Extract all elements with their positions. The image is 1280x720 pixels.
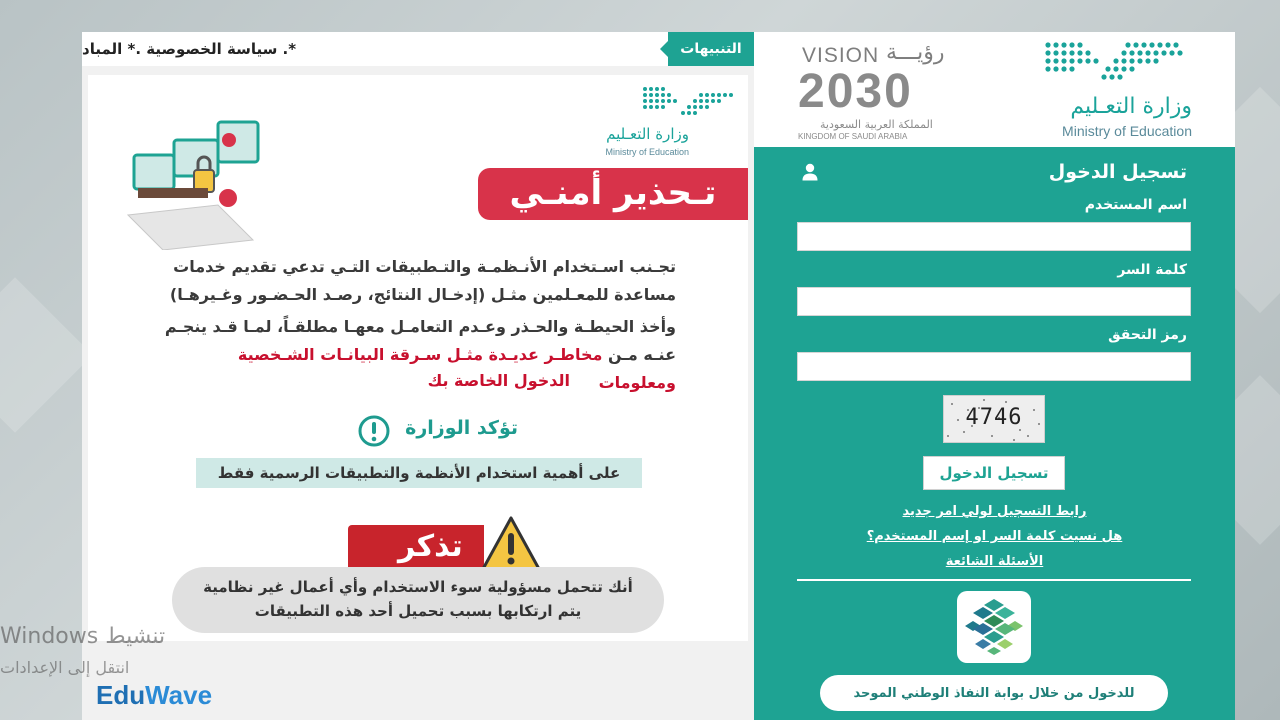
security-warning-poster [88, 75, 748, 641]
login-column [754, 32, 1235, 720]
password-label: كلمة السر [1117, 262, 1187, 278]
vision-arabic-country: المملكة العربية السعودية [820, 118, 933, 131]
ministry-confirms-row [358, 415, 518, 449]
eduwave-part2: Wave [145, 680, 213, 710]
security-illustration [118, 100, 263, 250]
ministry-name-arabic: وزارة التعـليم [1070, 94, 1192, 119]
poster-risk-text: مخاطـر عديـدة مثـل سـرقة البيانـات الشـخصية ومعلومات [237, 345, 676, 392]
poster-paragraph-line: وأخذ الحيطـة والحـذر وعـدم التعامـل معهـا مطلقـاً، لمـا قـد ينجـم [164, 317, 676, 336]
faq-link[interactable]: الأسئلة الشائعة [945, 554, 1044, 569]
poster-paragraph-line: تجـنب اسـتخدام الأنـظمـة والتـطبيقات التـي تدعي تقديم خدمات [173, 257, 676, 276]
login-title: تسجيل الدخول [1048, 161, 1187, 183]
poster-logo-english: Ministry of Education [605, 147, 689, 157]
vision-arabic-word: رؤيـــة [886, 40, 945, 65]
eduwave-part1: Edu [96, 680, 146, 710]
login-form [754, 147, 1235, 720]
notices-column [82, 32, 754, 720]
ticker-text[interactable]: *. سياسة الخصوصية .* المباد [82, 40, 297, 58]
username-input[interactable] [797, 222, 1191, 251]
captcha-image [943, 395, 1045, 443]
forgot-password-link[interactable]: هل نسيت كلمة السر او إسم المستخدم؟ [866, 529, 1123, 544]
remember-line: أنك تتحمل مسؤولية سوء الاستخدام وأي أعمال غير نظامية [203, 578, 633, 596]
exclamation-circle-icon [358, 415, 390, 447]
remember-message [172, 567, 664, 633]
official-apps-notice: على أهمية استخدام الأنظمة والتطبيقات الرسمية فقط [196, 458, 642, 488]
page-frame [82, 32, 1235, 720]
confirm-title: تؤكد الوزارة [405, 417, 518, 439]
ministry-name-english: Ministry of Education [1062, 123, 1192, 139]
nafath-logo-graphic [957, 591, 1031, 663]
alerts-ticker [82, 32, 754, 66]
divider [797, 579, 1191, 581]
vision-word: VISION [802, 44, 880, 67]
ministry-dots-icon [641, 85, 741, 119]
logo-bar [754, 32, 1235, 147]
alerts-label: التنبيهات [668, 32, 754, 66]
remember-title: تذكر [348, 525, 484, 569]
poster-ministry-logo [593, 85, 743, 161]
poster-logo-arabic: وزارة التعـليم [606, 125, 689, 143]
captcha-label: رمز التحقق [1108, 327, 1187, 343]
nafath-login-button[interactable]: للدخول من خلال بوابة النفاذ الوطني الموحد [820, 675, 1168, 711]
poster-text-prefix: عنـه مـن [608, 345, 676, 364]
username-label: اسم المستخدم [1084, 197, 1187, 213]
user-icon [802, 163, 818, 181]
vision-english-country: KINGDOM OF SAUDI ARABIA [798, 132, 908, 141]
eduwave-logo [96, 680, 212, 711]
register-parent-link[interactable]: رابط التسجيل لولي امر جديد [902, 504, 1087, 519]
nafath-logo-icon[interactable] [957, 591, 1031, 663]
poster-risk-text: الدخول الخاصة بك [427, 371, 570, 390]
remember-line: يتم ارتكابها بسبب تحميل أحد هذه التطبيقات [254, 602, 582, 620]
ministry-dots-icon [1044, 40, 1184, 88]
windows-activation-subtitle: انتقل إلى الإعدادات [0, 658, 130, 677]
security-warning-title: تـحذير أمنـي [478, 168, 748, 220]
captcha-code: 4746 [965, 405, 1023, 430]
login-button[interactable]: تسجيل الدخول [923, 456, 1065, 490]
vision-number: 2030 [798, 65, 913, 118]
captcha-input[interactable] [797, 352, 1191, 381]
password-input[interactable] [797, 287, 1191, 316]
windows-activation-title: تنشيط Windows [0, 624, 166, 649]
ministry-of-education-logo [972, 38, 1192, 142]
background-shape [0, 277, 93, 433]
warning-triangle-icon [480, 515, 542, 573]
poster-paragraph-line: مساعدة للمعـلمين مثـل (إدخـال النتائج، رصـد الحـضـور وغـيرهـا) [169, 285, 676, 304]
vision-2030-logo [798, 40, 948, 144]
